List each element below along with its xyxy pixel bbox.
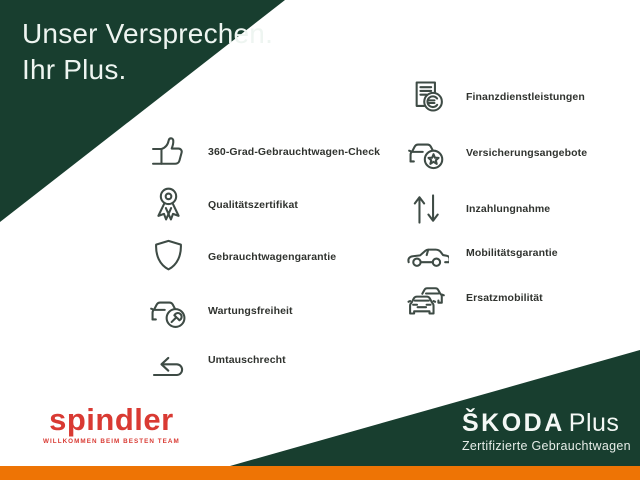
spindler-logo (43, 404, 180, 445)
promise-label: Ersatzmobilität (466, 292, 543, 304)
promise-row-replacement (403, 272, 543, 324)
shield-icon (145, 232, 191, 282)
promise-label: Inzahlungnahme (466, 203, 551, 215)
promise-label: Qualitätszertifikat (208, 199, 299, 211)
promise-label: Finanzdienstleistungen (466, 91, 585, 103)
slide-heading (22, 16, 273, 88)
skoda-plus-suffix: Plus (568, 409, 620, 437)
promise-row-maintenance (145, 285, 293, 337)
invoice-euro-icon (403, 72, 449, 122)
car-side-icon (403, 228, 449, 278)
two-cars-icon (403, 273, 449, 323)
promise-row-quality (145, 179, 298, 231)
car-wrench-icon (145, 286, 191, 336)
promise-row-insurance (403, 127, 587, 179)
promise-label: Mobilitätsgarantie (466, 247, 558, 259)
skoda-wordmark: ŠKODA (462, 409, 565, 437)
promise-label: Wartungsfreiheit (208, 305, 293, 317)
promise-row-warranty (145, 231, 336, 283)
thumbs-up-icon (145, 127, 191, 177)
promise-row-finance (403, 71, 585, 123)
skoda-plus-logo (462, 411, 631, 453)
spindler-wordmark: spindler (49, 402, 174, 437)
skoda-subtitle: Zertifizierte Gebrauchtwagen (462, 439, 631, 453)
skoda-brand-line (462, 411, 631, 436)
spindler-tagline: WILLKOMMEN BEIM BESTEN TEAM (43, 438, 180, 445)
promise-label: 360-Grad-Gebrauchtwagen-Check (208, 146, 381, 158)
promise-label: Umtauschrecht (208, 354, 286, 366)
heading-line-1: Unser Versprechen. (22, 18, 274, 49)
return-arrow-icon (145, 335, 191, 385)
promise-label: Gebrauchtwagengarantie (208, 251, 337, 263)
promise-row-360-check (145, 126, 380, 178)
promise-row-exchange (145, 334, 286, 386)
car-star-icon (403, 128, 449, 178)
promise-label: Versicherungsangebote (466, 147, 588, 159)
rosette-badge-icon (145, 180, 191, 230)
heading-line-2: Ihr Plus. (22, 54, 127, 85)
orange-footer-bar (0, 466, 640, 480)
